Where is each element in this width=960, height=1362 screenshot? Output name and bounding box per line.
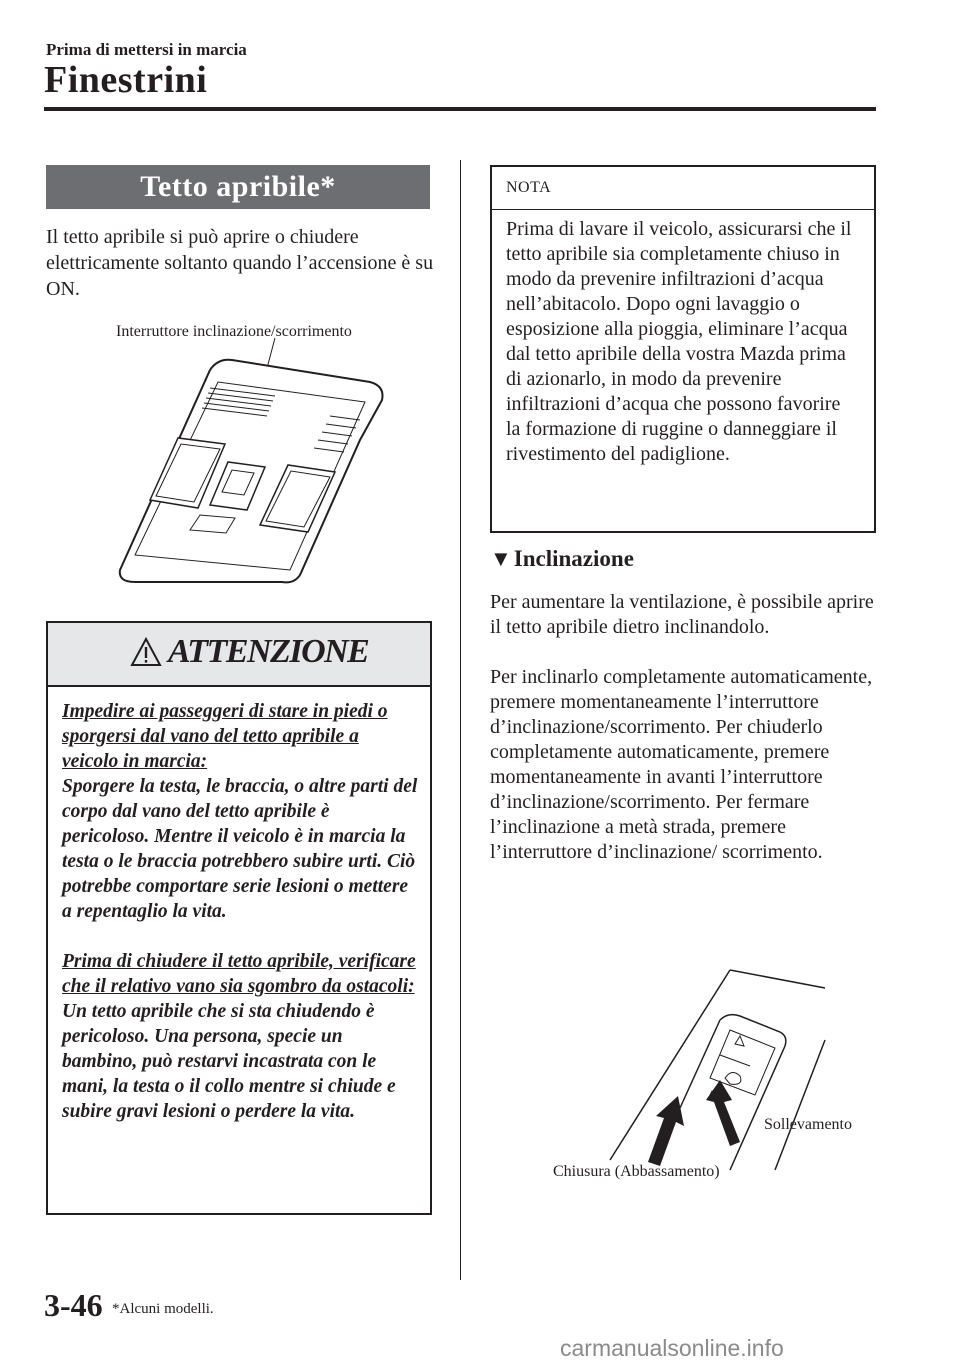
column-divider <box>460 160 461 1280</box>
footnote: *Alcuni modelli. <box>112 1301 214 1317</box>
intro-paragraph: Il tetto apribile si può aprire o chiudere elettricamente soltanto quando l’accensione è su ON. <box>46 226 434 300</box>
warning-body <box>62 699 418 1124</box>
tilt-paragraph-2: Per inclinarlo completamente automaticamente, premere momentaneamente l’interruttore d’inclinazione/scorrimento. Per chiuderlo completamente automaticamente, premere momentaneamente in avanti l’interruttore d’inclinazione/scorrimento. Per fermare l’inclinazione a metà strada, premere l’interruttore d’inclinazione/ scorrimento. <box>490 666 873 863</box>
header-rule <box>44 107 876 111</box>
warning-lead-2: Prima di chiudere il tetto apribile, verificare che il relativo vano sia sgombro da ostacoli: <box>62 951 416 997</box>
figure-label-switch: Interruttore inclinazione/scorrimento <box>116 323 352 340</box>
note-box <box>490 165 876 533</box>
figure-label-lift: Sollevamento <box>764 1116 852 1133</box>
tilt-paragraph-1: Per aumentare la ventilazione, è possibile aprire il tetto apribile dietro inclinandolo. <box>490 591 874 638</box>
warning-lead-1: Impedire ai passeggeri di stare in piedi o sporgersi dal vano del tetto apribile a veicolo in marcia: <box>62 701 388 772</box>
warning-header <box>48 623 430 687</box>
figure-label-close: Chiusura (Abbassamento) <box>553 1163 720 1180</box>
warning-text-2: Un tetto apribile che si sta chiudendo è pericoloso. Una persona, specie un bambino, può restarvi incastrata con le mani, la testa o il collo mentre si chiude e subire gravi lesioni o perdere la vita. <box>62 1001 396 1122</box>
section-banner: Tetto apribile* <box>46 165 430 209</box>
subheading-text: Inclinazione <box>513 546 634 571</box>
warning-triangle-icon <box>130 637 162 667</box>
tilt-instructions <box>490 590 880 890</box>
overhead-console-illustration <box>60 320 430 590</box>
subheading-marker: ▼ <box>490 546 512 571</box>
warning-text-1: Sporgere la testa, le braccia, o altre parti del corpo dal vano del tetto apribile è pericoloso. Mentre il veicolo è in marcia la testa o le braccia potrebbero subire urti. Ciò potrebbe comportare serie lesioni o mettere a repentaglio la vita. <box>62 776 418 922</box>
warning-title: ATTENZIONE <box>168 633 369 670</box>
tilt-switch-illustration <box>580 960 852 1170</box>
warning-box <box>46 621 432 1215</box>
chapter-title: Finestrini <box>44 59 208 101</box>
subheading-inclinazione <box>490 546 634 572</box>
section-kicker: Prima di mettersi in marcia <box>46 40 247 59</box>
note-title: NOTA <box>506 179 552 196</box>
page-number: 3-46 <box>44 1287 103 1323</box>
watermark: carmanualsonline.info <box>560 1335 784 1361</box>
note-header <box>492 167 874 210</box>
note-body: Prima di lavare il veicolo, assicurarsi che il tetto apribile sia completamente chiuso in modo da prevenire infiltrazioni d’acqua nell’abitacolo. Dopo ogni lavaggio o esposizione alla pioggia, eliminare l’acqua dal tetto apribile della vostra Mazda prima di azionarlo, in modo da prevenire infiltrazioni d’acqua che possono favorire la formazione di ruggine o danneggiare il rivestimento del padiglione. <box>506 218 852 465</box>
